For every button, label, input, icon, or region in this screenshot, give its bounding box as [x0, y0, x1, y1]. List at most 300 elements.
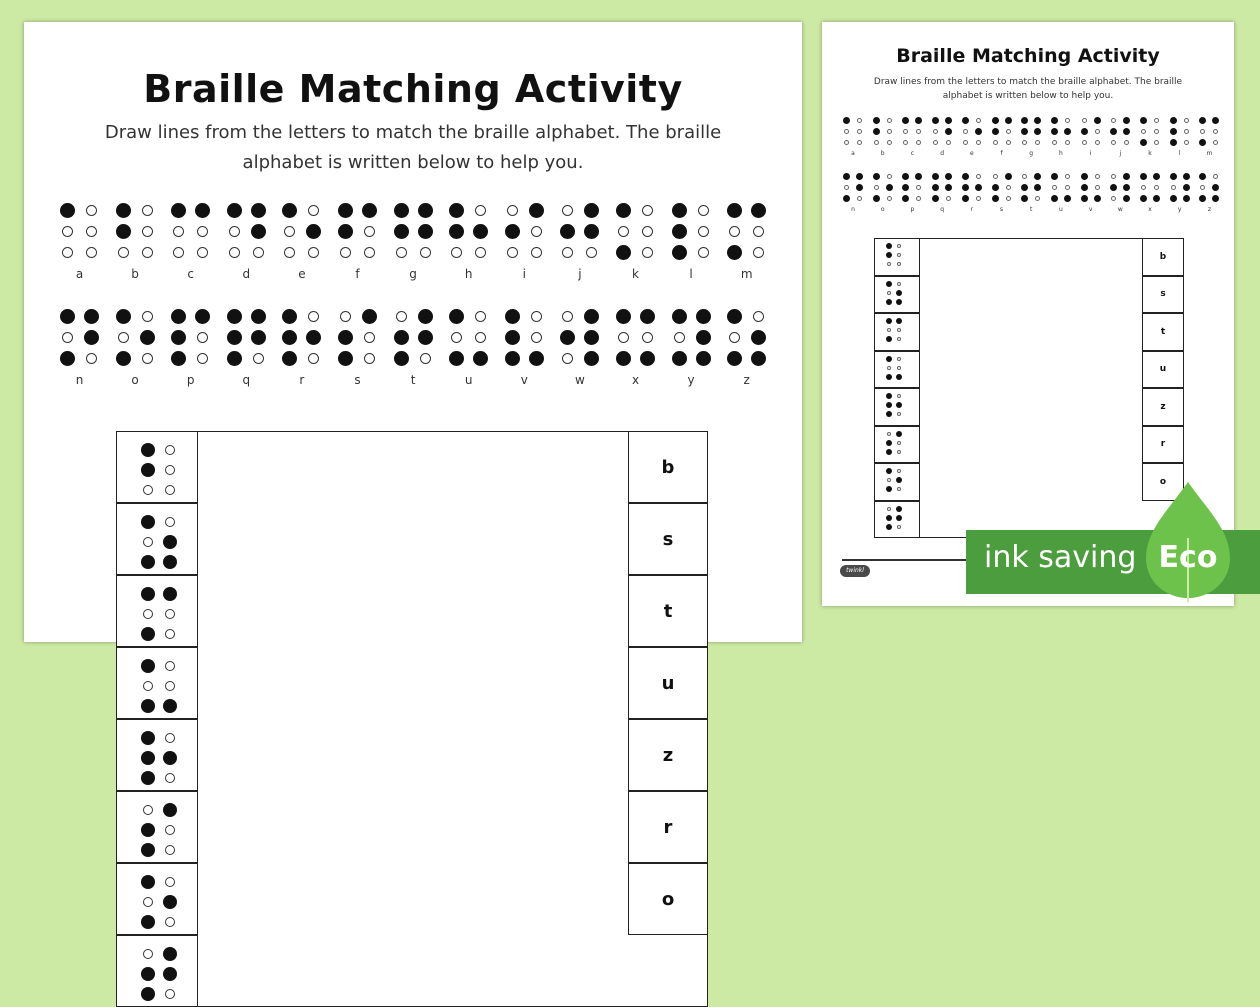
braille-dot-raised	[394, 203, 409, 218]
braille-dot-raised	[1021, 184, 1028, 191]
braille-dot-flat	[1154, 129, 1159, 134]
alphabet-letter-label: y	[1177, 206, 1182, 213]
braille-dot-raised	[141, 515, 155, 529]
instructions-line-2-small: alphabet is written below to help you.	[942, 91, 1114, 101]
braille-dot-flat	[887, 118, 892, 123]
braille-dot-flat	[143, 681, 153, 691]
braille-dot-flat	[1184, 140, 1189, 145]
braille-dot-raised	[116, 203, 131, 218]
letter-match-box[interactable]: b	[1142, 238, 1184, 276]
braille-dot-flat	[897, 357, 901, 361]
braille-dot-flat	[642, 332, 653, 343]
braille-dot-flat	[1006, 140, 1011, 145]
braille-dot-raised	[560, 330, 575, 345]
braille-dot-flat	[142, 311, 153, 322]
braille-dot-flat	[887, 262, 891, 266]
braille-dot-raised	[141, 843, 155, 857]
braille-dot-raised	[163, 751, 177, 765]
braille-dot-flat	[451, 247, 462, 258]
braille-dot-flat	[165, 681, 175, 691]
braille-dot-raised	[1051, 128, 1058, 135]
braille-dot-raised	[529, 203, 544, 218]
braille-dot-flat	[62, 247, 73, 258]
braille-dot-raised	[584, 203, 599, 218]
braille-dot-raised	[394, 224, 409, 239]
braille-dot-raised	[171, 203, 186, 218]
braille-dot-flat	[165, 609, 175, 619]
alphabet-letter-label: z	[1207, 206, 1211, 213]
braille-dot-flat	[165, 825, 175, 835]
braille-dot-flat	[916, 129, 921, 134]
braille-dot-flat	[1111, 174, 1116, 179]
braille-dot-flat	[1065, 185, 1070, 190]
braille-dot-flat	[897, 366, 901, 370]
braille-dot-flat	[993, 174, 998, 179]
braille-dot-raised	[362, 309, 377, 324]
braille-dot-flat	[963, 129, 968, 134]
instructions-line-2: alphabet is written below to help you.	[242, 152, 584, 173]
braille-dot-flat	[562, 353, 573, 364]
braille-dot-raised	[1021, 195, 1028, 202]
braille-dot-flat	[143, 897, 153, 907]
braille-dot-raised	[873, 173, 880, 180]
braille-dot-raised	[1170, 128, 1177, 135]
braille-dot-raised	[141, 875, 155, 889]
braille-dot-flat	[946, 196, 951, 201]
instructions-line-1-small: Draw lines from the letters to match the braille alphabet. The braille	[873, 77, 1183, 87]
braille-dot-flat	[976, 118, 981, 123]
braille-match-box[interactable]	[116, 791, 198, 863]
alphabet-letter-label: h	[1058, 150, 1063, 157]
braille-dot-raised	[1034, 173, 1041, 180]
braille-dot-raised	[163, 895, 177, 909]
alphabet-letter-label: z	[743, 373, 750, 387]
braille-dot-raised	[1153, 173, 1160, 180]
letter-match-box[interactable]: s	[1142, 276, 1184, 314]
matching-frame	[874, 238, 1184, 538]
letter-match-box[interactable]: u	[1142, 351, 1184, 389]
braille-dot-raised	[886, 402, 892, 408]
braille-dot-raised	[696, 330, 711, 345]
braille-dot-raised	[282, 330, 297, 345]
braille-dot-raised	[886, 252, 892, 258]
braille-dot-flat	[1006, 196, 1011, 201]
braille-dot-flat	[1111, 196, 1116, 201]
worksheet-instructions-small	[844, 75, 1212, 103]
braille-dot-flat	[253, 353, 264, 364]
braille-dot-raised	[672, 224, 687, 239]
braille-dot-flat	[165, 445, 175, 455]
braille-match-box[interactable]	[116, 719, 198, 791]
braille-dot-flat	[976, 196, 981, 201]
braille-dot-raised	[886, 468, 892, 474]
braille-dot-flat	[1006, 129, 1011, 134]
braille-dot-flat	[420, 247, 431, 258]
braille-dot-raised	[584, 309, 599, 324]
braille-dot-raised	[163, 967, 177, 981]
braille-dot-flat	[308, 353, 319, 364]
braille-dot-flat	[874, 140, 879, 145]
braille-dot-flat	[618, 226, 629, 237]
braille-dot-raised	[1199, 173, 1206, 180]
braille-dot-flat	[143, 537, 153, 547]
braille-dot-flat	[1065, 118, 1070, 123]
braille-dot-raised	[886, 440, 892, 446]
braille-dot-raised	[141, 915, 155, 929]
braille-dot-raised	[843, 117, 850, 124]
braille-dot-raised	[886, 393, 892, 399]
braille-dot-flat	[308, 247, 319, 258]
braille-dot-flat	[165, 465, 175, 475]
braille-dot-raised	[227, 309, 242, 324]
braille-dot-raised	[896, 290, 902, 296]
braille-dot-flat	[586, 247, 597, 258]
braille-dot-flat	[562, 205, 573, 216]
alphabet-letter-label: u	[464, 373, 473, 387]
matching-frame	[116, 431, 708, 1007]
braille-dot-raised	[394, 351, 409, 366]
braille-dot-raised	[282, 203, 297, 218]
braille-dot-flat	[976, 174, 981, 179]
braille-dot-raised	[141, 731, 155, 745]
eco-label: Eco	[1158, 540, 1218, 575]
braille-dot-raised	[163, 699, 177, 713]
braille-dot-flat	[165, 629, 175, 639]
braille-dot-raised	[171, 351, 186, 366]
braille-dot-raised	[886, 336, 892, 342]
braille-dot-raised	[975, 128, 982, 135]
braille-dot-flat	[1213, 129, 1218, 134]
braille-dot-flat	[531, 226, 542, 237]
braille-dot-raised	[616, 245, 631, 260]
braille-dot-flat	[173, 247, 184, 258]
braille-dot-flat	[1111, 140, 1116, 145]
braille-dot-flat	[897, 450, 901, 454]
braille-dot-raised	[886, 184, 893, 191]
braille-dot-raised	[418, 203, 433, 218]
braille-dot-raised	[886, 356, 892, 362]
alphabet-letter-label: t	[1030, 206, 1033, 213]
braille-match-box[interactable]	[116, 647, 198, 719]
braille-dot-flat	[364, 353, 375, 364]
braille-dot-raised	[886, 318, 892, 324]
braille-dot-raised	[505, 309, 520, 324]
braille-dot-raised	[672, 245, 687, 260]
braille-dot-raised	[1140, 139, 1147, 146]
braille-dot-raised	[1081, 184, 1088, 191]
braille-dot-raised	[1034, 117, 1041, 124]
braille-dot-flat	[475, 332, 486, 343]
braille-dot-raised	[171, 330, 186, 345]
braille-match-box[interactable]	[116, 575, 198, 647]
braille-dot-raised	[171, 309, 186, 324]
alphabet-letter-label: s	[999, 206, 1004, 213]
braille-dot-flat	[1213, 140, 1218, 145]
braille-dot-raised	[141, 771, 155, 785]
braille-dot-raised	[886, 281, 892, 287]
braille-dot-raised	[886, 486, 892, 492]
braille-dot-raised	[992, 128, 999, 135]
letter-match-box[interactable]: o	[1142, 463, 1184, 501]
braille-dot-flat	[1141, 185, 1146, 190]
braille-dot-flat	[1200, 185, 1205, 190]
braille-dot-raised	[962, 184, 969, 191]
instructions-line-1: Draw lines from the letters to match the braille alphabet. The braille	[104, 122, 722, 143]
letter-match-box[interactable]: z	[628, 719, 708, 791]
worksheet-preview-large	[24, 22, 802, 910]
braille-dot-raised	[60, 203, 75, 218]
braille-dot-raised	[163, 803, 177, 817]
braille-match-box[interactable]	[116, 935, 198, 1007]
braille-dot-raised	[751, 203, 766, 218]
braille-dot-raised	[1140, 117, 1147, 124]
braille-dot-raised	[141, 699, 155, 713]
alphabet-letter-label: p	[910, 206, 915, 213]
alphabet-letter-label: a	[75, 267, 84, 281]
braille-dot-flat	[698, 205, 709, 216]
alphabet-letter-label: k	[632, 267, 639, 281]
letter-match-box[interactable]: r	[628, 791, 708, 863]
braille-match-box[interactable]	[116, 503, 198, 575]
braille-dot-flat	[1022, 174, 1027, 179]
braille-dot-raised	[896, 374, 902, 380]
worksheet-title: Braille Matching Activity	[143, 67, 683, 111]
braille-dot-flat	[1095, 140, 1100, 145]
alphabet-letter-label: h	[464, 267, 473, 281]
braille-dot-flat	[308, 205, 319, 216]
braille-dot-flat	[887, 196, 892, 201]
alphabet-letter-label: r	[970, 206, 974, 213]
braille-dot-flat	[475, 247, 486, 258]
alphabet-letter-label: c	[187, 267, 194, 281]
braille-dot-raised	[932, 173, 939, 180]
ink-saving-text: ink saving	[984, 540, 1137, 575]
braille-dot-raised	[251, 309, 266, 324]
alphabet-letter-label: c	[910, 150, 915, 157]
braille-dot-flat	[562, 247, 573, 258]
alphabet-letter-label: g	[409, 267, 417, 281]
braille-dot-flat	[753, 226, 764, 237]
braille-dot-flat	[507, 205, 518, 216]
braille-dot-raised	[449, 309, 464, 324]
braille-dot-raised	[1123, 173, 1130, 180]
alphabet-letter-label: l	[689, 267, 693, 281]
alphabet-letter-label: m	[1206, 150, 1213, 157]
braille-dot-raised	[1034, 184, 1041, 191]
alphabet-letter-label: e	[969, 150, 974, 157]
braille-dot-raised	[902, 184, 909, 191]
letter-match-box[interactable]: b	[628, 431, 708, 503]
braille-dot-raised	[1081, 195, 1088, 202]
letter-match-box[interactable]: o	[628, 863, 708, 935]
braille-dot-raised	[915, 173, 922, 180]
alphabet-letter-label: v	[520, 373, 528, 387]
braille-dot-raised	[195, 203, 210, 218]
braille-dot-flat	[933, 129, 938, 134]
braille-dot-raised	[727, 309, 742, 324]
braille-dot-flat	[642, 205, 653, 216]
braille-dot-flat	[1154, 140, 1159, 145]
braille-dot-flat	[1124, 140, 1129, 145]
alphabet-letter-label: x	[631, 373, 640, 387]
braille-dot-raised	[902, 173, 909, 180]
braille-dot-flat	[1200, 129, 1205, 134]
braille-dot-raised	[896, 515, 902, 521]
braille-dot-raised	[843, 195, 850, 202]
braille-dot-raised	[886, 524, 892, 530]
braille-dot-flat	[364, 226, 375, 237]
braille-dot-raised	[60, 351, 75, 366]
alphabet-letter-label: u	[1058, 206, 1063, 213]
braille-dot-flat	[897, 337, 901, 341]
letter-match-box[interactable]: r	[1142, 426, 1184, 464]
braille-dot-flat	[976, 140, 981, 145]
braille-dot-flat	[857, 118, 862, 123]
letter-match-box[interactable]: u	[628, 647, 708, 719]
braille-dot-flat	[143, 485, 153, 495]
braille-dot-flat	[753, 247, 764, 258]
braille-dot-raised	[1140, 195, 1147, 202]
braille-dot-raised	[141, 967, 155, 981]
braille-dot-flat	[451, 332, 462, 343]
braille-dot-flat	[86, 353, 97, 364]
braille-dot-flat	[993, 140, 998, 145]
braille-dot-raised	[751, 351, 766, 366]
braille-dot-raised	[1212, 184, 1219, 191]
braille-dot-flat	[142, 226, 153, 237]
alphabet-letter-label: w	[1117, 206, 1123, 213]
braille-match-box[interactable]	[116, 863, 198, 935]
braille-dot-flat	[396, 311, 407, 322]
braille-dot-flat	[142, 205, 153, 216]
braille-dot-raised	[473, 224, 488, 239]
braille-dot-flat	[887, 478, 891, 482]
braille-dot-flat	[475, 311, 486, 322]
braille-dot-raised	[141, 751, 155, 765]
braille-dot-flat	[143, 805, 153, 815]
braille-dot-flat	[229, 226, 240, 237]
braille-dot-flat	[857, 129, 862, 134]
braille-dot-flat	[897, 253, 901, 257]
braille-dot-flat	[86, 226, 97, 237]
braille-dot-raised	[1064, 195, 1071, 202]
letter-match-box[interactable]: z	[1142, 388, 1184, 426]
twinkl-logo: twinkl	[840, 565, 870, 577]
braille-dot-raised	[282, 351, 297, 366]
braille-dot-flat	[165, 989, 175, 999]
braille-match-box[interactable]	[116, 431, 198, 503]
braille-dot-raised	[696, 309, 711, 324]
letter-match-box[interactable]: t	[628, 575, 708, 647]
braille-dot-raised	[163, 555, 177, 569]
braille-dot-flat	[897, 525, 901, 529]
braille-dot-flat	[642, 226, 653, 237]
braille-dot-raised	[338, 351, 353, 366]
braille-dot-raised	[975, 184, 982, 191]
braille-dot-flat	[1065, 174, 1070, 179]
braille-dot-raised	[529, 351, 544, 366]
braille-dot-raised	[1034, 128, 1041, 135]
braille-dot-raised	[640, 309, 655, 324]
braille-dot-flat	[1141, 129, 1146, 134]
alphabet-letter-label: g	[1029, 150, 1034, 157]
worksheet-title-small: Braille Matching Activity	[896, 45, 1160, 67]
braille-dot-raised	[945, 128, 952, 135]
alphabet-letter-label: m	[740, 267, 753, 281]
braille-dot-raised	[886, 243, 892, 249]
alphabet-letter-label: f	[355, 267, 360, 281]
braille-dot-raised	[1094, 195, 1101, 202]
braille-dot-raised	[1123, 128, 1130, 135]
braille-dot-flat	[165, 485, 175, 495]
alphabet-letter-label: s	[354, 373, 361, 387]
letter-match-box[interactable]: s	[628, 503, 708, 575]
braille-dot-raised	[696, 351, 711, 366]
braille-dot-raised	[116, 351, 131, 366]
braille-dot-flat	[1154, 118, 1159, 123]
braille-dot-flat	[916, 185, 921, 190]
braille-dot-flat	[142, 247, 153, 258]
braille-dot-flat	[1035, 140, 1040, 145]
alphabet-letter-label: w	[574, 373, 585, 387]
braille-dot-raised	[896, 299, 902, 305]
braille-dot-raised	[902, 117, 909, 124]
braille-dot-flat	[165, 517, 175, 527]
braille-dot-raised	[1170, 173, 1177, 180]
braille-dot-raised	[886, 449, 892, 455]
braille-dot-flat	[729, 226, 740, 237]
alphabet-letter-label: q	[940, 206, 944, 213]
braille-dot-raised	[1153, 195, 1160, 202]
braille-dot-raised	[251, 224, 266, 239]
braille-dot-raised	[473, 351, 488, 366]
braille-dot-raised	[251, 330, 266, 345]
braille-dot-flat	[897, 469, 901, 473]
alphabet-letter-label: q	[242, 373, 251, 387]
braille-dot-raised	[163, 587, 177, 601]
braille-dot-flat	[1052, 185, 1057, 190]
braille-dot-raised	[962, 173, 969, 180]
braille-dot-flat	[897, 282, 901, 286]
braille-dot-flat	[1111, 118, 1116, 123]
braille-dot-flat	[887, 328, 891, 332]
braille-dot-raised	[1110, 184, 1117, 191]
braille-dot-raised	[992, 195, 999, 202]
braille-dot-flat	[1035, 196, 1040, 201]
braille-dot-flat	[420, 353, 431, 364]
alphabet-letter-label: x	[1148, 206, 1152, 213]
braille-dot-flat	[897, 394, 901, 398]
letter-match-box[interactable]: t	[1142, 313, 1184, 351]
braille-dot-raised	[886, 374, 892, 380]
braille-dot-raised	[1064, 128, 1071, 135]
braille-dot-raised	[1199, 139, 1206, 146]
alphabet-letter-label: p	[186, 373, 195, 387]
braille-dot-flat	[897, 262, 901, 266]
braille-dot-flat	[698, 226, 709, 237]
braille-dot-raised	[727, 203, 742, 218]
braille-dot-raised	[945, 173, 952, 180]
braille-dot-flat	[1082, 140, 1087, 145]
alphabet-letter-label: e	[298, 267, 306, 281]
braille-dot-raised	[896, 318, 902, 324]
braille-dot-raised	[896, 431, 902, 437]
braille-dot-raised	[856, 173, 863, 180]
braille-dot-flat	[364, 332, 375, 343]
braille-dot-raised	[932, 195, 939, 202]
braille-dot-flat	[844, 140, 849, 145]
braille-dot-raised	[896, 402, 902, 408]
